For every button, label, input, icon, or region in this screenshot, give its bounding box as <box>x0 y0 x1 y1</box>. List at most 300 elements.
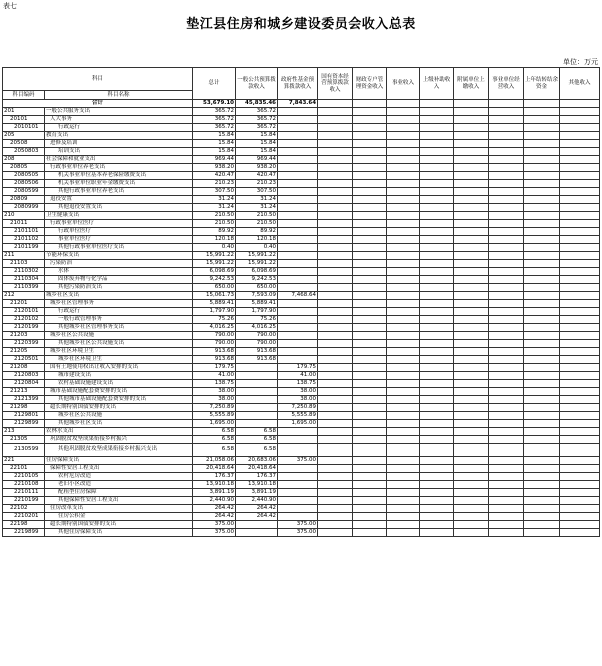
amount-empty <box>560 228 600 236</box>
table-row <box>3 324 600 332</box>
amount-empty <box>318 436 353 444</box>
amount-total: 6.58 <box>193 444 236 457</box>
amount-empty <box>524 236 560 244</box>
subject-name: 其他城市基础设施配套费安排的支出 <box>45 396 193 404</box>
table-row <box>3 457 600 465</box>
subject-code: 2210105 <box>3 473 45 481</box>
amount-empty <box>454 116 489 124</box>
amount-empty <box>420 188 454 196</box>
amount-general: 264.42 <box>236 513 278 521</box>
amount-empty <box>420 228 454 236</box>
amount-empty <box>489 481 524 489</box>
amount-general: 176.37 <box>236 473 278 481</box>
amount-empty <box>560 356 600 364</box>
table-row <box>3 276 600 284</box>
amount-empty <box>489 505 524 513</box>
amount-empty <box>318 420 353 428</box>
subject-name: 固体废弃物与化学品 <box>45 276 193 284</box>
amount-empty <box>353 188 387 196</box>
amount-empty <box>560 428 600 436</box>
total-row <box>3 100 600 108</box>
amount-empty <box>387 481 420 489</box>
amount-total: 790.00 <box>193 340 236 348</box>
table-row <box>3 308 600 316</box>
amount-empty <box>387 497 420 505</box>
amount-empty <box>454 444 489 457</box>
amount-empty <box>489 252 524 260</box>
amount-empty <box>454 132 489 140</box>
amount-empty <box>489 473 524 481</box>
subject-code: 2110399 <box>3 284 45 292</box>
amount-empty <box>318 228 353 236</box>
amount-empty <box>420 260 454 268</box>
amount-empty <box>524 436 560 444</box>
col-header-superior-subsidy: 上级补助收入 <box>420 68 454 100</box>
subject-name: 进修及培训 <box>45 140 193 148</box>
subject-code: 21305 <box>3 436 45 444</box>
amount-general: 365.72 <box>236 124 278 132</box>
amount-empty <box>387 100 420 108</box>
amount-empty <box>560 108 600 116</box>
subject-name: 农村基础设施建设支出 <box>45 380 193 388</box>
amount-general: 0.40 <box>236 244 278 252</box>
amount-empty <box>353 436 387 444</box>
amount-empty <box>420 164 454 172</box>
amount-empty <box>353 473 387 481</box>
amount-total: 15.84 <box>193 140 236 148</box>
amount-empty <box>489 521 524 529</box>
amount-empty <box>353 481 387 489</box>
subject-code: 2129899 <box>3 420 45 428</box>
amount-empty <box>353 236 387 244</box>
subject-code: 2110302 <box>3 268 45 276</box>
amount-empty <box>489 332 524 340</box>
amount-empty <box>489 212 524 220</box>
amount-empty <box>489 268 524 276</box>
amount-empty <box>489 356 524 364</box>
amount-empty <box>524 404 560 412</box>
subject-code: 2120803 <box>3 372 45 380</box>
amount-fund <box>278 172 318 180</box>
amount-empty <box>318 116 353 124</box>
amount-empty <box>489 420 524 428</box>
amount-empty <box>524 473 560 481</box>
subject-name: 城乡社区公共设施 <box>45 412 193 420</box>
table-row <box>3 521 600 529</box>
amount-empty <box>560 332 600 340</box>
amount-empty <box>454 348 489 356</box>
amount-empty <box>353 260 387 268</box>
amount-total: 375.00 <box>193 521 236 529</box>
subject-code: 20805 <box>3 164 45 172</box>
amount-empty <box>387 529 420 537</box>
amount-empty <box>489 388 524 396</box>
amount-fund <box>278 348 318 356</box>
amount-general: 938.20 <box>236 164 278 172</box>
amount-empty <box>387 364 420 372</box>
amount-total: 375.00 <box>193 529 236 537</box>
amount-empty <box>318 412 353 420</box>
amount-empty <box>454 260 489 268</box>
amount-empty <box>420 428 454 436</box>
amount-empty <box>560 513 600 521</box>
amount-fund <box>278 428 318 436</box>
amount-empty <box>353 465 387 473</box>
amount-total: 365.72 <box>193 124 236 132</box>
amount-general <box>236 396 278 404</box>
col-header-special-account: 财政专户管理资金收入 <box>353 68 387 100</box>
amount-general: 4,016.25 <box>236 324 278 332</box>
amount-empty <box>489 497 524 505</box>
amount-general <box>236 380 278 388</box>
amount-empty <box>454 172 489 180</box>
amount-empty <box>387 204 420 212</box>
amount-empty <box>420 436 454 444</box>
amount-empty <box>318 148 353 156</box>
amount-fund <box>278 140 318 148</box>
amount-empty <box>420 444 454 457</box>
col-header-total: 总计 <box>193 68 236 100</box>
subject-name: 其他污染防治支出 <box>45 284 193 292</box>
amount-general <box>236 529 278 537</box>
subject-name: 其他行政事业单位养老支出 <box>45 188 193 196</box>
amount-empty <box>420 132 454 140</box>
amount-total: 6,098.69 <box>193 268 236 276</box>
amount-fund <box>278 228 318 236</box>
subject-name: 行政单位医疗 <box>45 228 193 236</box>
amount-empty <box>420 396 454 404</box>
table-row <box>3 164 600 172</box>
amount-empty <box>489 140 524 148</box>
amount-general: 15.84 <box>236 140 278 148</box>
amount-empty <box>420 220 454 228</box>
amount-empty <box>353 505 387 513</box>
amount-empty <box>489 164 524 172</box>
amount-empty <box>420 124 454 132</box>
page-title: 垫江县住房和城乡建设委员会收入总表 <box>186 17 416 32</box>
amount-empty <box>387 124 420 132</box>
subject-name: 人大事务 <box>45 116 193 124</box>
subject-code: 208 <box>3 156 45 164</box>
subject-code: 205 <box>3 132 45 140</box>
amount-empty <box>318 380 353 388</box>
amount-empty <box>560 372 600 380</box>
amount-empty <box>318 457 353 465</box>
amount-empty <box>420 100 454 108</box>
amount-empty <box>353 180 387 188</box>
amount-fund <box>278 124 318 132</box>
subject-code: 20101 <box>3 116 45 124</box>
subject-code: 2050803 <box>3 148 45 156</box>
subject-name: 一般公共服务支出 <box>45 108 193 116</box>
amount-empty <box>560 244 600 252</box>
amount-empty <box>318 404 353 412</box>
amount-general: 210.50 <box>236 220 278 228</box>
amount-general: 15.84 <box>236 132 278 140</box>
table-row <box>3 428 600 436</box>
table-row <box>3 372 600 380</box>
amount-total: 5,889.41 <box>193 300 236 308</box>
amount-empty <box>420 348 454 356</box>
subject-code: 2120101 <box>3 308 45 316</box>
amount-empty <box>353 156 387 164</box>
amount-empty <box>489 220 524 228</box>
amount-total: 15.84 <box>193 132 236 140</box>
amount-general: 1,797.90 <box>236 308 278 316</box>
subject-code: 21201 <box>3 300 45 308</box>
amount-fund <box>278 156 318 164</box>
amount-total: 210.23 <box>193 180 236 188</box>
amount-empty <box>420 300 454 308</box>
amount-general: 31.24 <box>236 204 278 212</box>
amount-empty <box>454 404 489 412</box>
amount-empty <box>318 481 353 489</box>
subject-name: 行政事业单位医疗 <box>45 220 193 228</box>
amount-empty <box>524 332 560 340</box>
amount-empty <box>524 220 560 228</box>
subject-code: 2080599 <box>3 188 45 196</box>
amount-empty <box>560 284 600 292</box>
amount-empty <box>387 396 420 404</box>
amount-empty <box>560 308 600 316</box>
amount-empty <box>420 340 454 348</box>
table-row <box>3 228 600 236</box>
amount-empty <box>318 268 353 276</box>
amount-fund <box>278 444 318 457</box>
amount-empty <box>454 521 489 529</box>
subject-code: 2210199 <box>3 497 45 505</box>
amount-empty <box>318 513 353 521</box>
amount-total: 2,440.90 <box>193 497 236 505</box>
subject-code: 2129801 <box>3 412 45 420</box>
amount-total: 31.24 <box>193 204 236 212</box>
table-row <box>3 340 600 348</box>
table-row <box>3 284 600 292</box>
amount-empty <box>560 140 600 148</box>
amount-empty <box>454 252 489 260</box>
amount-empty <box>454 204 489 212</box>
table-row <box>3 132 600 140</box>
table-row <box>3 513 600 521</box>
subject-name: 配租型住房保障 <box>45 489 193 497</box>
subject-code: 2130599 <box>3 444 45 457</box>
subject-code: 2080505 <box>3 172 45 180</box>
amount-empty <box>489 132 524 140</box>
total-label: 合计 <box>3 100 193 108</box>
amount-empty <box>318 276 353 284</box>
amount-empty <box>318 172 353 180</box>
amount-general <box>236 521 278 529</box>
amount-fund <box>278 505 318 513</box>
amount-empty <box>387 489 420 497</box>
amount-general: 45,835.46 <box>236 100 278 108</box>
table-row <box>3 497 600 505</box>
amount-empty <box>560 348 600 356</box>
amount-total: 365.72 <box>193 116 236 124</box>
amount-empty <box>420 332 454 340</box>
amount-fund: 375.00 <box>278 457 318 465</box>
amount-empty <box>489 300 524 308</box>
amount-empty <box>318 340 353 348</box>
amount-empty <box>387 164 420 172</box>
amount-fund: 179.75 <box>278 364 318 372</box>
subject-code: 2210108 <box>3 481 45 489</box>
amount-empty <box>420 473 454 481</box>
amount-empty <box>387 236 420 244</box>
subject-name: 教育支出 <box>45 132 193 140</box>
table-row <box>3 529 600 537</box>
amount-empty <box>420 252 454 260</box>
subject-code: 211 <box>3 252 45 260</box>
table-row <box>3 268 600 276</box>
amount-empty <box>420 412 454 420</box>
amount-empty <box>524 164 560 172</box>
amount-empty <box>489 108 524 116</box>
amount-empty <box>353 132 387 140</box>
amount-empty <box>353 521 387 529</box>
amount-empty <box>318 220 353 228</box>
table-row <box>3 481 600 489</box>
amount-empty <box>318 308 353 316</box>
amount-empty <box>420 481 454 489</box>
amount-empty <box>387 180 420 188</box>
amount-empty <box>420 489 454 497</box>
amount-empty <box>454 244 489 252</box>
subject-name: 卫生健康支出 <box>45 212 193 220</box>
amount-empty <box>454 473 489 481</box>
amount-empty <box>560 172 600 180</box>
amount-empty <box>560 260 600 268</box>
amount-empty <box>420 292 454 300</box>
amount-fund <box>278 481 318 489</box>
amount-fund: 138.75 <box>278 380 318 388</box>
table-row <box>3 436 600 444</box>
amount-empty <box>387 372 420 380</box>
amount-empty <box>454 300 489 308</box>
subject-name: 一般行政管理事务 <box>45 316 193 324</box>
amount-total: 5,555.89 <box>193 412 236 420</box>
amount-general: 6,098.69 <box>236 268 278 276</box>
amount-empty <box>353 124 387 132</box>
subject-name: 住房公积金 <box>45 513 193 521</box>
amount-fund: 41.00 <box>278 372 318 380</box>
amount-general: 6.58 <box>236 436 278 444</box>
amount-total: 15,991.22 <box>193 260 236 268</box>
subject-name: 城乡社区公共设施 <box>45 332 193 340</box>
amount-total: 20,418.64 <box>193 465 236 473</box>
subject-name: 其他巩固脱贫攻坚成果衔接乡村振兴支出 <box>45 444 193 457</box>
amount-fund: 38.00 <box>278 388 318 396</box>
amount-empty <box>560 505 600 513</box>
subject-name: 其他城乡社区管理事务支出 <box>45 324 193 332</box>
amount-empty <box>387 116 420 124</box>
amount-total: 420.47 <box>193 172 236 180</box>
amount-empty <box>353 308 387 316</box>
amount-empty <box>318 124 353 132</box>
subject-code: 2080506 <box>3 180 45 188</box>
amount-empty <box>524 300 560 308</box>
amount-empty <box>524 268 560 276</box>
amount-empty <box>353 372 387 380</box>
amount-empty <box>524 388 560 396</box>
amount-general: 31.24 <box>236 196 278 204</box>
subject-code: 2210201 <box>3 513 45 521</box>
amount-total: 0.40 <box>193 244 236 252</box>
amount-empty <box>318 324 353 332</box>
amount-empty <box>560 420 600 428</box>
amount-empty <box>489 529 524 537</box>
amount-empty <box>454 505 489 513</box>
amount-empty <box>353 356 387 364</box>
amount-empty <box>524 196 560 204</box>
amount-empty <box>560 132 600 140</box>
subject-code: 2210111 <box>3 489 45 497</box>
col-header-general: 一般公共预算拨款收入 <box>236 68 278 100</box>
subject-name: 城乡社区支出 <box>45 292 193 300</box>
amount-general: 969.44 <box>236 156 278 164</box>
amount-empty <box>318 428 353 436</box>
amount-empty <box>387 300 420 308</box>
amount-empty <box>318 444 353 457</box>
amount-empty <box>489 380 524 388</box>
amount-empty <box>454 212 489 220</box>
amount-empty <box>318 332 353 340</box>
amount-empty <box>524 292 560 300</box>
amount-empty <box>353 292 387 300</box>
amount-empty <box>560 220 600 228</box>
amount-total: 53,679.10 <box>193 100 236 108</box>
amount-empty <box>353 108 387 116</box>
amount-empty <box>560 388 600 396</box>
amount-empty <box>524 140 560 148</box>
subject-name: 其他城乡社区公共设施支出 <box>45 340 193 348</box>
amount-empty <box>489 340 524 348</box>
amount-empty <box>454 196 489 204</box>
amount-empty <box>318 156 353 164</box>
subject-code: 21205 <box>3 348 45 356</box>
amount-empty <box>353 244 387 252</box>
subject-code: 212 <box>3 292 45 300</box>
amount-empty <box>489 308 524 316</box>
amount-empty <box>387 284 420 292</box>
amount-empty <box>454 188 489 196</box>
amount-empty <box>420 316 454 324</box>
amount-empty <box>524 252 560 260</box>
amount-empty <box>524 244 560 252</box>
amount-empty <box>353 380 387 388</box>
amount-empty <box>387 444 420 457</box>
subject-name: 巩固脱贫攻坚成果衔接乡村振兴 <box>45 436 193 444</box>
subject-code: 20508 <box>3 140 45 148</box>
table-row <box>3 444 600 457</box>
amount-empty <box>524 380 560 388</box>
amount-empty <box>524 108 560 116</box>
amount-fund: 7,468.64 <box>278 292 318 300</box>
amount-fund: 1,695.00 <box>278 420 318 428</box>
amount-empty <box>454 489 489 497</box>
subject-name: 住房改革支出 <box>45 505 193 513</box>
amount-empty <box>353 148 387 156</box>
amount-general: 20,683.06 <box>236 457 278 465</box>
amount-empty <box>454 324 489 332</box>
amount-empty <box>318 284 353 292</box>
amount-empty <box>489 457 524 465</box>
amount-empty <box>560 116 600 124</box>
amount-empty <box>318 388 353 396</box>
amount-empty <box>454 284 489 292</box>
amount-general: 210.23 <box>236 180 278 188</box>
amount-empty <box>420 308 454 316</box>
